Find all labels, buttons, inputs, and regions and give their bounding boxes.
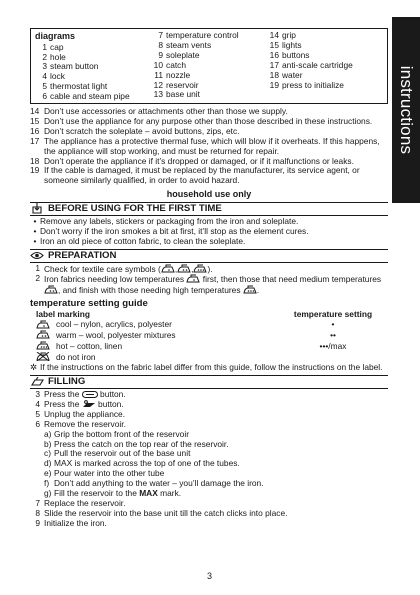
iron-low-icon — [186, 274, 200, 284]
diagram-item — [35, 92, 151, 102]
col-label-marking: label marking — [36, 308, 90, 319]
fill-substep-g: g) Fill the reservoir to the MAX mark. — [44, 488, 182, 499]
diagrams-column-2 — [151, 31, 267, 100]
diagram-item-number: 14 — [269, 30, 279, 40]
step-text: Slide the reservoir into the base unit till the catch clicks into place. — [44, 507, 288, 518]
step-text: Press the catch on the top rear of the reservoir. — [54, 438, 229, 449]
step-number: d) — [44, 458, 52, 469]
diagram-item-label: soleplate — [166, 49, 200, 60]
iron-symbol-1-icon — [161, 264, 175, 274]
bullet-text: Remove any labels, stickers or packaging from the iron and soleplate. — [40, 215, 299, 226]
diagram-item-label: grip — [282, 30, 296, 40]
fill-step-4: 4 Press the button. — [35, 398, 124, 409]
first-time-title: BEFORE USING FOR THE FIRST TIME — [48, 203, 222, 215]
section-filling — [30, 375, 388, 389]
filling-icon — [30, 377, 44, 387]
temp-guide-note — [30, 363, 388, 373]
diagram-item-label: buttons — [282, 49, 310, 60]
diagram-item-number: 7 — [158, 30, 163, 40]
prep-step-2-text-c: , and finish with those needing high temperatures — [58, 285, 241, 296]
sub-g-max: MAX — [139, 488, 158, 499]
diagram-item-number: 8 — [158, 39, 163, 50]
diagram-item-number: 3 — [42, 61, 47, 72]
fill-step-3-text-a: Press the — [44, 389, 80, 400]
diagram-item-number: 16 — [269, 49, 279, 60]
filling-title: FILLING — [48, 376, 86, 388]
bullet-item — [30, 237, 388, 247]
col-temp-setting: temperature setting — [293, 308, 373, 319]
page-content — [30, 28, 388, 529]
eye-icon — [30, 251, 44, 261]
step-number: f) — [44, 478, 50, 489]
temp-guide-header — [30, 310, 388, 320]
diagram-item-label: catch — [166, 59, 187, 70]
sub-g-text-a: Fill the reservoir to the — [54, 488, 137, 499]
bullet-dot-icon: • — [33, 235, 37, 246]
warning-text: If the cable is damaged, it must be replaced by the manufacturer, its service agent, or someone similarly qualified, in order to avoid hazard. — [44, 165, 360, 186]
first-time-bullets — [30, 217, 388, 247]
gear-icon: ✲ — [30, 362, 38, 373]
diagrams-column-1 — [35, 31, 151, 100]
diagram-item-number: 12 — [153, 79, 163, 90]
temp-guide-title: temperature setting guide — [30, 298, 148, 310]
fill-step-4-text-b: button. — [98, 398, 124, 409]
prep-step-2-text-d: . — [256, 285, 260, 296]
warning-text: Don’t use accessories or attachments other than those we supply. — [44, 106, 288, 116]
diagram-item-number: 2 — [42, 51, 47, 62]
temp-guide-rows — [30, 320, 388, 364]
warning-item — [30, 137, 388, 157]
step-number: 9 — [35, 517, 40, 528]
diagram-item — [267, 81, 383, 91]
bullet-dot-icon: • — [33, 225, 37, 236]
diagram-item-number: 17 — [269, 59, 279, 70]
diagram-item-label: thermostat light — [50, 81, 108, 92]
step-text: Unplug the appliance. — [44, 408, 126, 419]
warning-number: 15 — [30, 115, 40, 126]
prep-step-1-text-b: ). — [207, 263, 213, 274]
prep-step-2-text-a: Iron fabrics needing low temperatures — [44, 274, 185, 285]
prep-step-2-text-b: first, then those that need medium temperatures — [202, 274, 382, 285]
step-text: Replace the reservoir. — [44, 498, 126, 509]
iron-dots-icon — [36, 330, 56, 341]
step-text: Grip the bottom front of the reservoir — [54, 428, 189, 439]
diagram-item-label: cap — [50, 41, 64, 52]
warning-number: 17 — [30, 135, 40, 146]
temp-guide-note-text: If the instructions on the fabric label differ from this guide, follow the instructions on the label. — [40, 362, 383, 373]
fill-substeps — [30, 430, 388, 489]
section-preparation — [30, 249, 388, 263]
temp-guide-setting: •••/max — [319, 340, 347, 351]
section-first-time — [30, 202, 388, 216]
diagram-item-number: 1 — [42, 41, 47, 52]
temp-guide-label: do not iron — [56, 351, 96, 362]
iron-dots-icon — [36, 320, 56, 331]
diagram-item-number: 15 — [269, 39, 279, 50]
step-number: c) — [44, 448, 51, 459]
diagram-item-number: 5 — [42, 81, 47, 92]
side-tab-label: instructions — [397, 65, 417, 155]
diagram-item-label: cable and steam pipe — [50, 91, 130, 102]
warning-number: 18 — [30, 155, 40, 166]
diagrams-column-3 — [267, 31, 383, 100]
prep-step-1-text-a: Check for textile care symbols ( — [44, 263, 161, 274]
reservoir-button-icon — [82, 399, 96, 409]
step-number: b) — [44, 438, 52, 449]
diagram-item-label: press to initialize — [282, 79, 344, 90]
temp-guide-row — [30, 330, 388, 341]
warning-number: 19 — [30, 165, 40, 176]
fill-step-3: 3 Press the button. — [35, 389, 126, 400]
step-number: 6 — [35, 418, 40, 429]
step-text: Remove the reservoir. — [44, 418, 126, 429]
prep-step-1: 1 Check for textile care symbols ( , , ). — [35, 262, 213, 274]
prep-step-2: 2 Iron fabrics needing low temperatures first, then those that need medium temperatures , and finish with those needing high temperatures . — [35, 273, 382, 296]
warning-text: Don’t operate the appliance if it’s dropped or damaged, or if it malfunctions or leaks. — [44, 155, 354, 166]
warning-text: The appliance has a protective thermal fuse, which will blow if it overheats. If this happens, the appliance will stop working, and must be returned for repair. — [44, 135, 380, 156]
fill-step-4-text-a: Press the — [44, 398, 80, 409]
temp-guide-label: cool – nylon, acrylics, polyester — [56, 319, 172, 330]
iron-medium-icon — [44, 285, 58, 295]
step-number: e) — [44, 468, 52, 479]
warnings-list — [30, 107, 388, 186]
diagram-item-number: 9 — [158, 49, 163, 60]
step-text: Initialize the iron. — [44, 517, 107, 528]
warning-number: 16 — [30, 125, 40, 136]
diagram-item-label: lights — [282, 39, 302, 50]
iron-symbol-3-icon — [193, 264, 207, 274]
diagram-item-label: water — [282, 69, 303, 80]
step-text: Pull the reservoir out of the base unit — [54, 448, 191, 459]
step-item — [30, 519, 388, 529]
fill-steps-end — [30, 499, 388, 529]
diagram-item-label: hole — [50, 51, 66, 62]
step-text: MAX is marked across the top of one of the tubes. — [54, 458, 240, 469]
temp-guide-row — [30, 341, 388, 352]
warning-text: Don’t use the appliance for any purpose other than those described in these instructions. — [44, 115, 373, 126]
diagram-item — [151, 90, 267, 100]
diagram-item-number: 6 — [42, 91, 47, 102]
diagrams-box — [30, 28, 388, 104]
iron-dots-icon — [36, 341, 56, 352]
diagram-item-label: lock — [50, 71, 65, 82]
temp-guide-label: hot – cotton, linen — [56, 340, 123, 351]
temp-guide-row — [30, 320, 388, 331]
diagram-item-label: anti-scale cartridge — [282, 59, 353, 70]
step-text: Don’t add anything to the water – you’ll damage the iron. — [54, 478, 264, 489]
first-time-icon — [30, 204, 44, 214]
temp-guide-setting: •• — [330, 329, 336, 340]
side-tab — [392, 17, 420, 203]
bullet-text: Don’t worry if the iron smokes a bit at first, it’ll stop as the element cures. — [40, 225, 309, 236]
step-number: a) — [44, 428, 52, 439]
diagram-item-number: 19 — [269, 79, 279, 90]
diagram-item-number: 13 — [153, 89, 163, 100]
step-number: 8 — [35, 507, 40, 518]
step-text: Pour water into the other tube — [54, 468, 165, 479]
diagram-item-label: base unit — [166, 89, 200, 100]
warning-item — [30, 166, 388, 186]
temp-guide-setting: • — [331, 319, 335, 330]
diagram-item-label: steam vents — [166, 39, 212, 50]
warning-text: Don’t scratch the soleplate – avoid buttons, zips, etc. — [44, 125, 240, 136]
diagram-item-number: 18 — [269, 69, 279, 80]
iron-high-icon — [243, 285, 260, 296]
diagram-item-number: 10 — [153, 59, 163, 70]
diagram-item-label: temperature control — [166, 30, 239, 40]
bullet-text: Iron an old piece of cotton fabric, to clean the soleplate. — [40, 235, 246, 246]
step-number: 7 — [35, 498, 40, 509]
diagram-item-label: nozzle — [166, 69, 191, 80]
sub-g-text-c: mark. — [160, 488, 182, 499]
page-number: 3 — [207, 571, 213, 581]
diagram-item-number: 4 — [42, 71, 47, 82]
iron-symbol-2-icon — [177, 264, 191, 274]
diagram-item-label: steam button — [50, 61, 99, 72]
preparation-title: PREPARATION — [48, 249, 117, 261]
household-note: household use only — [166, 189, 252, 200]
diagrams-heading: diagrams — [35, 31, 76, 41]
fill-steps-mid — [30, 410, 388, 430]
step-number: 5 — [35, 408, 40, 419]
diagram-item-number: 11 — [154, 69, 163, 80]
warning-number: 14 — [30, 106, 40, 116]
temp-guide-label: warm – wool, polyester mixtures — [56, 329, 176, 340]
fill-step-3-text-b: button. — [100, 389, 126, 400]
diagram-item-label: reservoir — [166, 79, 199, 90]
steam-button-icon — [82, 389, 98, 399]
bullet-dot-icon: • — [33, 215, 37, 226]
